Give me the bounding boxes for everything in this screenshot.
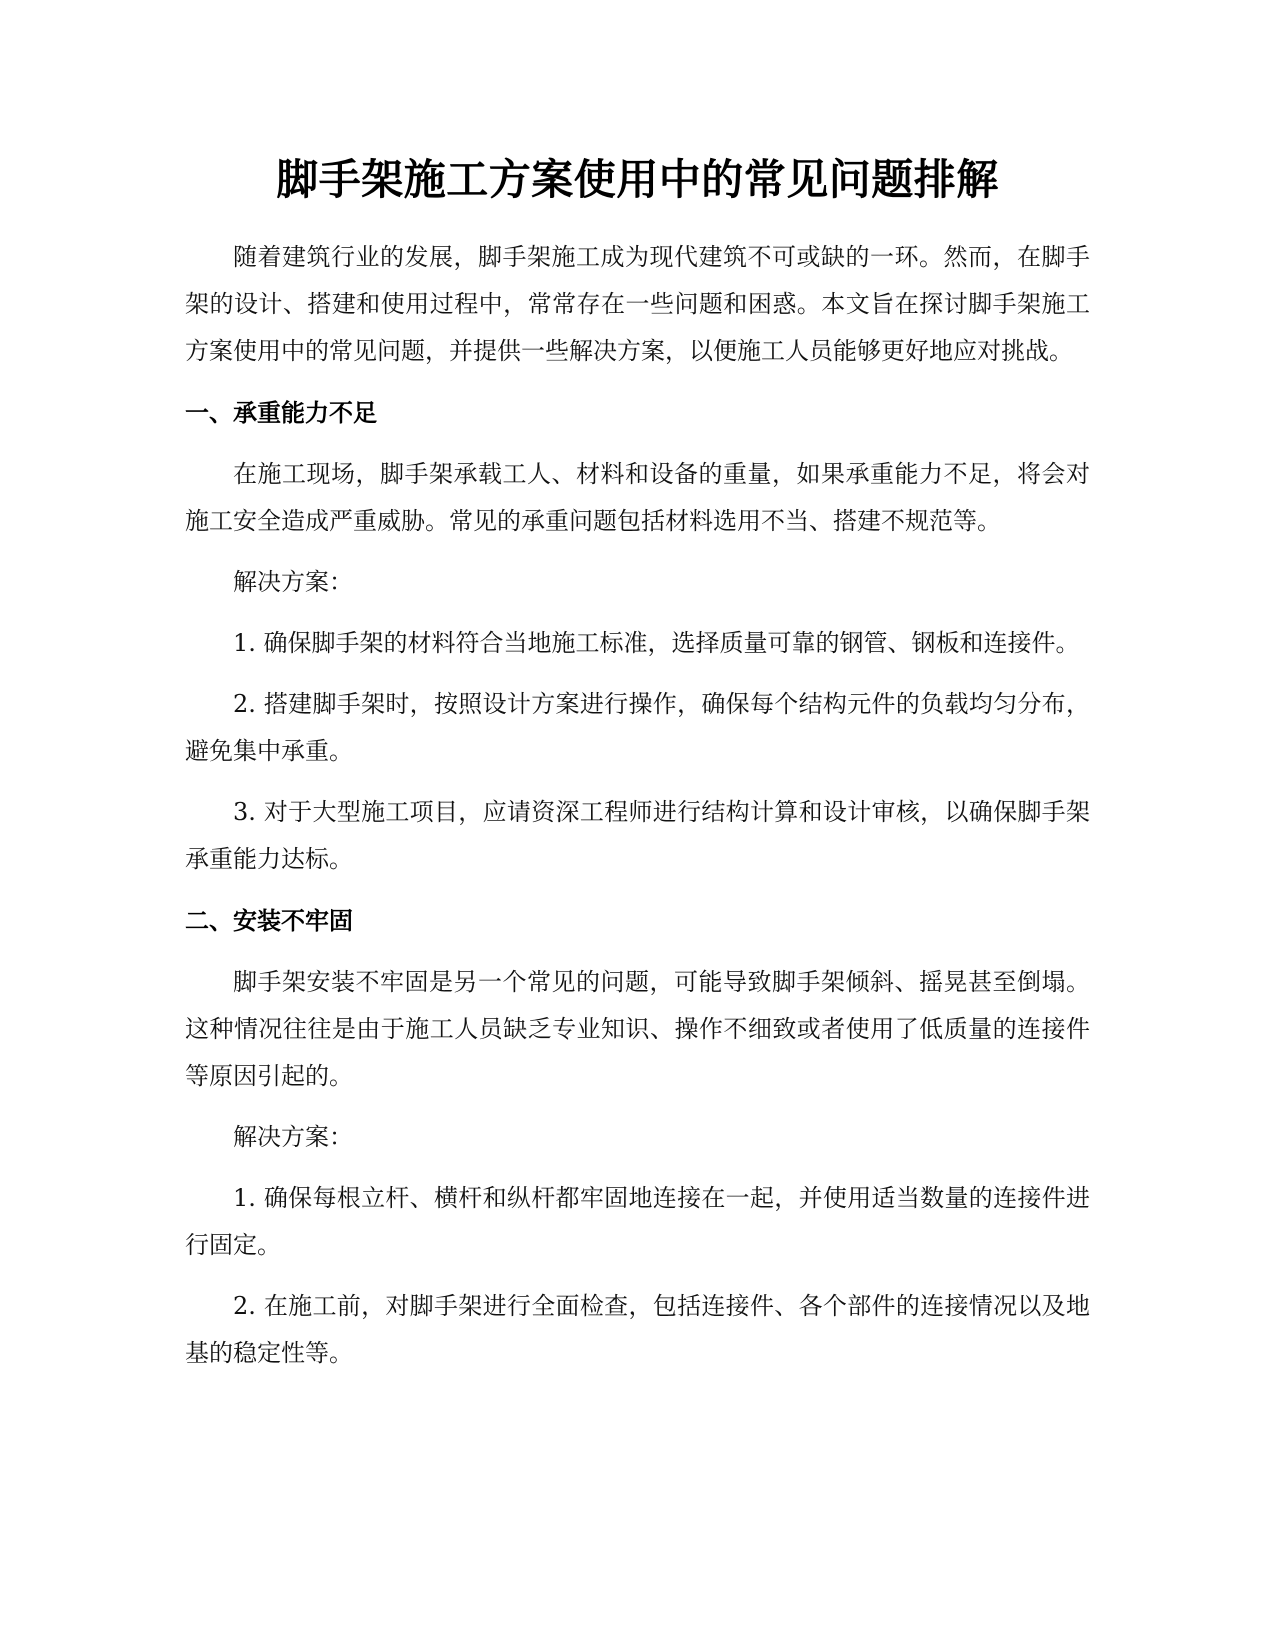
section-1-body: 在施工现场，脚手架承载工人、材料和设备的重量，如果承重能力不足，将会对施工安全造成严重威胁。常见的承重问题包括材料选用不当、搭建不规范等。 xyxy=(185,460,1090,535)
section-1-solution-label: 解决方案： xyxy=(233,568,353,596)
document-page xyxy=(185,150,1090,1377)
section-2-solution-label: 解决方案： xyxy=(233,1123,353,1151)
document-title: 脚手架施工方案使用中的常见问题排解 xyxy=(276,155,999,204)
section-2-item-2: 2. 在施工前，对脚手架进行全面检查，包括连接件、各个部件的连接情况以及地基的稳定性等。 xyxy=(185,1292,1090,1367)
section-1-item-2: 2. 搭建脚手架时，按照设计方案进行操作，确保每个结构元件的负载均匀分布，避免集中承重。 xyxy=(185,690,1090,765)
intro-paragraph: 随着建筑行业的发展，脚手架施工成为现代建筑不可或缺的一环。然而，在脚手架的设计、搭建和使用过程中，常常存在一些问题和困惑。本文旨在探讨脚手架施工方案使用中的常见问题，并提供一些解决方案，以便施工人员能够更好地应对挑战。 xyxy=(185,243,1090,365)
section-2-item-1: 1. 确保每根立杆、横杆和纵杆都牢固地连接在一起，并使用适当数量的连接件进行固定。 xyxy=(185,1184,1090,1259)
section-heading-1: 一、承重能力不足 xyxy=(185,399,377,427)
section-1-item-1: 1. 确保脚手架的材料符合当地施工标准，选择质量可靠的钢管、钢板和连接件。 xyxy=(233,629,1080,657)
section-2-body: 脚手架安装不牢固是另一个常见的问题，可能导致脚手架倾斜、摇晃甚至倒塌。这种情况往往是由于施工人员缺乏专业知识、操作不细致或者使用了低质量的连接件等原因引起的。 xyxy=(185,968,1090,1090)
section-heading-2: 二、安装不牢固 xyxy=(185,907,353,935)
section-1-item-3: 3. 对于大型施工项目，应请资深工程师进行结构计算和设计审核，以确保脚手架承重能力达标。 xyxy=(185,798,1090,873)
